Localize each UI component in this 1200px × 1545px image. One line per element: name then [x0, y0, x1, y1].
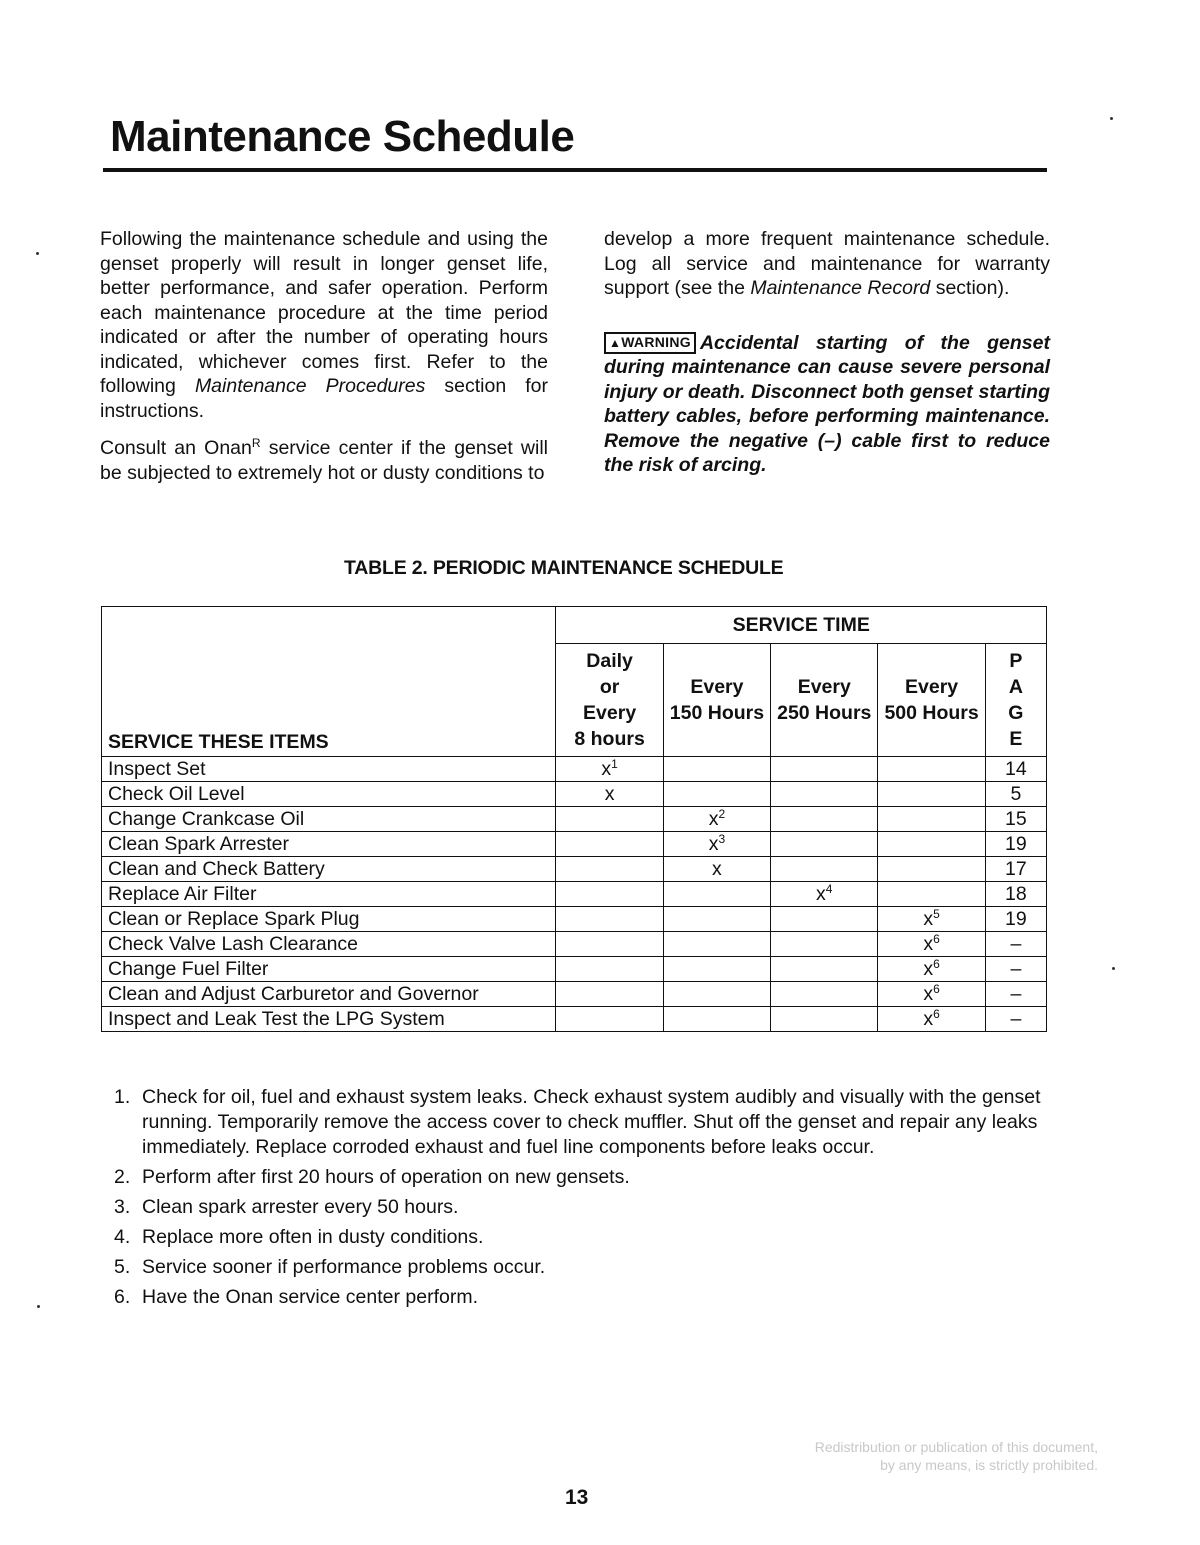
h150-cell: [663, 907, 770, 932]
items-header: SERVICE THESE ITEMS: [102, 607, 556, 757]
item-cell: Clean and Check Battery: [102, 857, 556, 882]
h250-cell: [771, 907, 878, 932]
scan-speck: [1110, 117, 1113, 120]
registered-mark: R: [251, 436, 261, 450]
table-row: [102, 857, 1047, 882]
note-ref: 5: [933, 907, 940, 921]
h500-cell: [878, 782, 985, 807]
intro-p3-end: section).: [930, 277, 1010, 299]
footnotes-list: [114, 1085, 1054, 1315]
intro-paragraph-3: [604, 227, 1050, 301]
table-row: [102, 982, 1047, 1007]
h500-cell: [878, 882, 985, 907]
h500-cell: [878, 757, 985, 782]
footnote: [114, 1285, 1054, 1310]
note-ref: 1: [611, 757, 618, 771]
h500-cell: [878, 1007, 985, 1032]
page-header: [985, 644, 1046, 757]
h250-cell: [771, 832, 878, 857]
note-ref: 4: [825, 882, 833, 896]
table-row: [102, 832, 1047, 857]
note-ref: 6: [933, 982, 940, 996]
mark: x: [708, 833, 719, 855]
mark: x: [923, 908, 934, 930]
h500-cell: [878, 857, 985, 882]
h500-cell: [878, 832, 985, 857]
h250-cell: [771, 957, 878, 982]
daily-cell: [556, 932, 663, 957]
h150-cell: [663, 1007, 770, 1032]
footnote: [114, 1085, 1054, 1160]
daily-cell: [556, 857, 663, 882]
table-header-row-1: [102, 607, 1047, 644]
h150-cell: [663, 832, 770, 857]
scan-speck: [36, 252, 39, 255]
mark: x: [923, 983, 934, 1005]
item-cell: Check Oil Level: [102, 782, 556, 807]
service-time-header: SERVICE TIME: [556, 607, 1047, 644]
page-cell: 19: [985, 907, 1046, 932]
table-caption: TABLE 2. PERIODIC MAINTENANCE SCHEDULE: [344, 557, 784, 579]
note-ref: 6: [933, 957, 940, 971]
h150-cell: [663, 782, 770, 807]
h250-cell: [771, 1007, 878, 1032]
title-rule: [103, 168, 1047, 172]
footnote-number: 1.: [114, 1086, 131, 1108]
h250-cell: [771, 932, 878, 957]
h500-header: [878, 644, 985, 757]
mark: x: [923, 933, 934, 955]
intro-paragraph-1: [100, 227, 548, 423]
redistribution-watermark: [815, 1438, 1098, 1474]
h250-header: [771, 644, 878, 757]
footnote-number: 3.: [114, 1196, 131, 1218]
daily-header-line: 8 hours: [574, 728, 645, 750]
intro-left-column: [100, 227, 548, 498]
table-row: [102, 932, 1047, 957]
intro-p1-text: Following the maintenance schedule and using the genset properly will result in longer genset life, better performance, and safer operation. Perform each maintenance procedure at the time period indicated or after the number of operating hours indicated, whichever comes first. Refer to the following: [100, 228, 548, 397]
page-cell: 18: [985, 882, 1046, 907]
item-cell: Check Valve Lash Clearance: [102, 932, 556, 957]
h150-cell: [663, 757, 770, 782]
footnote: [114, 1195, 1054, 1220]
mark: x: [712, 858, 722, 880]
footnote-text: Check for oil, fuel and exhaust system leaks. Check exhaust system audibly and visually with the genset running. Temporarily remove the access cover to check muffler. Shut off the genset and repair any leaks immediately. Replace corroded exhaust and fuel line components before leaks occur.: [142, 1086, 1041, 1158]
table-row: [102, 957, 1047, 982]
h250-cell: [771, 882, 878, 907]
warning-badge: [604, 332, 696, 354]
h150-cell: [663, 982, 770, 1007]
maintenance-schedule-table: [101, 606, 1047, 1032]
h150-cell: [663, 957, 770, 982]
item-cell: Inspect Set: [102, 757, 556, 782]
daily-header: [556, 644, 663, 757]
h250-header-line: Every: [797, 676, 851, 698]
footnote-number: 2.: [114, 1166, 131, 1188]
h250-cell: [771, 757, 878, 782]
footnote-text: Service sooner if performance problems occur.: [142, 1256, 546, 1278]
h500-cell: [878, 982, 985, 1007]
h500-cell: [878, 807, 985, 832]
daily-header-line: Daily: [586, 650, 633, 672]
item-cell: Clean and Adjust Carburetor and Governor: [102, 982, 556, 1007]
page-header-letter: E: [1009, 728, 1023, 750]
intro-paragraph-2: [100, 436, 548, 485]
mark: x: [708, 808, 719, 830]
h500-cell: [878, 907, 985, 932]
h250-cell: [771, 782, 878, 807]
page-cell: 5: [985, 782, 1046, 807]
intro-p2-start: Consult an Onan: [100, 437, 252, 459]
h500-header-line: 500 Hours: [884, 702, 979, 724]
daily-cell: [556, 807, 663, 832]
footnote: [114, 1255, 1054, 1280]
h250-cell: [771, 857, 878, 882]
page-number: 13: [565, 1486, 589, 1509]
h150-header: [663, 644, 770, 757]
page-header-letter: G: [1008, 702, 1024, 724]
footnote: [114, 1165, 1054, 1190]
table-row: [102, 757, 1047, 782]
page-cell: 14: [985, 757, 1046, 782]
watermark-line: Redistribution or publication of this document,: [814, 1439, 1098, 1455]
warning-paragraph: [604, 331, 1050, 478]
maintenance-record-ref: Maintenance Record: [750, 277, 931, 299]
intro-right-column: [604, 227, 1050, 491]
daily-header-line: or: [599, 676, 620, 698]
table-row: [102, 907, 1047, 932]
note-ref: 3: [718, 832, 726, 846]
item-cell: Inspect and Leak Test the LPG System: [102, 1007, 556, 1032]
page-cell: –: [985, 932, 1046, 957]
footnote-number: 5.: [114, 1256, 131, 1278]
intro-p3-start: develop a more frequent maintenance schedule. Log all service and maintenance for warranty support (see the: [604, 228, 1050, 299]
page-cell: –: [985, 982, 1046, 1007]
maintenance-procedures-ref: Maintenance Procedures: [194, 375, 426, 397]
watermark-line: by any means, is strictly prohibited.: [880, 1457, 1098, 1473]
mark: x: [816, 883, 826, 905]
item-cell: Change Fuel Filter: [102, 957, 556, 982]
footnote-text: Perform after first 20 hours of operation on new gensets.: [142, 1166, 630, 1188]
footnote-text: Replace more often in dusty conditions.: [142, 1226, 484, 1248]
daily-cell: [556, 957, 663, 982]
h500-cell: [878, 957, 985, 982]
warning-label: WARNING: [621, 333, 691, 350]
page-cell: –: [985, 957, 1046, 982]
h150-header-line: Every: [690, 676, 744, 698]
h150-cell: [663, 857, 770, 882]
scan-speck: [37, 1305, 40, 1308]
note-ref: 6: [933, 1007, 940, 1021]
daily-cell: [556, 1007, 663, 1032]
h150-cell: [663, 932, 770, 957]
mark: x: [923, 958, 934, 980]
page-cell: 15: [985, 807, 1046, 832]
footnote: [114, 1225, 1054, 1250]
table-row: [102, 1007, 1047, 1032]
item-cell: Change Crankcase Oil: [102, 807, 556, 832]
h250-cell: [771, 807, 878, 832]
table-row: [102, 882, 1047, 907]
daily-cell: [556, 907, 663, 932]
page-header-letter: A: [1008, 676, 1023, 698]
h500-header-line: Every: [905, 676, 959, 698]
daily-cell: [556, 982, 663, 1007]
daily-cell: [556, 832, 663, 857]
page-cell: –: [985, 1007, 1046, 1032]
h150-header-line: 150 Hours: [669, 702, 765, 724]
mark: x: [604, 783, 615, 805]
h250-cell: [771, 982, 878, 1007]
item-cell: Clean Spark Arrester: [102, 832, 556, 857]
daily-cell: [556, 782, 663, 807]
warning-triangle-icon: ▲: [609, 335, 622, 350]
h150-cell: [663, 882, 770, 907]
page-cell: 17: [985, 857, 1046, 882]
item-cell: Replace Air Filter: [102, 882, 556, 907]
page-title: Maintenance Schedule: [110, 112, 575, 161]
table-row: [102, 807, 1047, 832]
daily-header-line: Every: [583, 702, 637, 724]
item-cell: Clean or Replace Spark Plug: [102, 907, 556, 932]
mark: x: [601, 758, 612, 780]
footnote-text: Have the Onan service center perform.: [142, 1286, 478, 1308]
table-row: [102, 782, 1047, 807]
table-body: [102, 757, 1047, 1032]
h250-header-line: 250 Hours: [777, 702, 872, 724]
mark: x: [923, 1008, 934, 1030]
footnote-number: 4.: [114, 1226, 131, 1248]
daily-cell: [556, 882, 663, 907]
intro-p2-end: service center if the genset will be subjected to extremely hot or dusty conditions to: [100, 437, 548, 484]
footnote-number: 6.: [114, 1286, 131, 1308]
page-cell: 19: [985, 832, 1046, 857]
intro-p1-end: section for instructions.: [100, 375, 549, 422]
page-header-letter: P: [1009, 650, 1023, 672]
scan-speck: [1112, 967, 1115, 970]
daily-cell: [556, 757, 663, 782]
note-ref: 2: [718, 807, 726, 821]
footnote-text: Clean spark arrester every 50 hours.: [142, 1196, 459, 1218]
h150-cell: [663, 807, 770, 832]
note-ref: 6: [933, 932, 940, 946]
warning-text: Accidental starting of the genset during maintenance can cause severe personal injury or death. Disconnect both genset starting battery cables, before performing maintenance. Remove the negative (–) cable first to reduce the risk of arcing.: [604, 331, 1050, 476]
h500-cell: [878, 932, 985, 957]
